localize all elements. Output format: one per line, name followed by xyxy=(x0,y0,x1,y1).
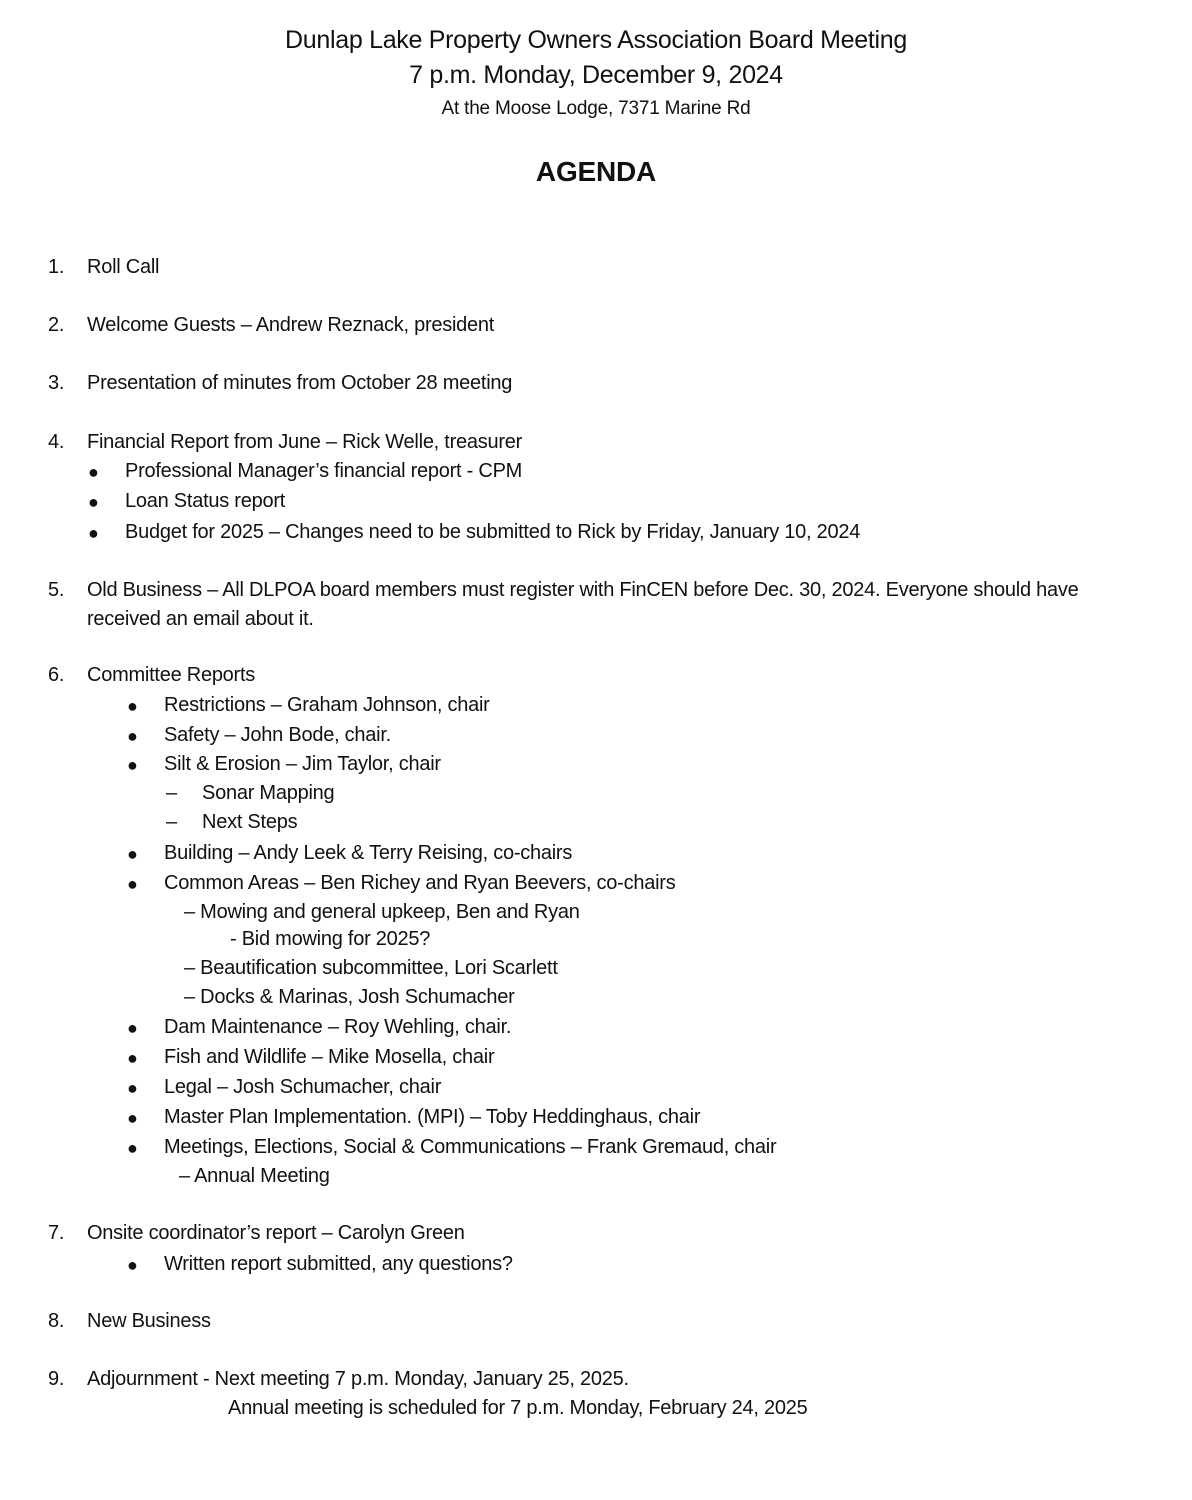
subitem-next-steps: Next Steps xyxy=(202,811,298,833)
bullet-icon: ● xyxy=(127,1108,138,1128)
bullet-icon: ● xyxy=(127,1138,138,1158)
item-text: Welcome Guests – Andrew Reznack, president xyxy=(87,314,495,336)
item-number: 4. xyxy=(48,431,65,453)
bullet-text: Professional Manager’s financial report - CPM xyxy=(125,460,523,482)
item-number: 8. xyxy=(48,1310,65,1332)
bullet-text: Loan Status report xyxy=(125,490,286,512)
item-number: 6. xyxy=(48,664,65,686)
bullet-icon: ● xyxy=(127,1078,138,1098)
bullet-text: Written report submitted, any questions? xyxy=(164,1253,513,1275)
document-title: Dunlap Lake Property Owners Association Board Meeting xyxy=(285,26,907,54)
bullet-icon: ● xyxy=(88,492,99,512)
committee-safety: Safety – John Bode, chair. xyxy=(164,724,391,746)
subitem-beautification: – Beautification subcommittee, Lori Scarlett xyxy=(184,957,558,979)
item-text: Financial Report from June – Rick Welle, treasurer xyxy=(87,431,523,453)
subitem-docks-marinas: – Docks & Marinas, Josh Schumacher xyxy=(184,986,515,1008)
subitem-bid-mowing: - Bid mowing for 2025? xyxy=(230,928,431,950)
committee-restrictions: Restrictions – Graham Johnson, chair xyxy=(164,694,490,716)
bullet-icon: ● xyxy=(127,696,138,716)
item-number: 3. xyxy=(48,372,65,394)
committee-silt-erosion: Silt & Erosion – Jim Taylor, chair xyxy=(164,753,441,775)
bullet-icon: ● xyxy=(127,844,138,864)
item-number: 5. xyxy=(48,579,65,601)
item-text: Onsite coordinator’s report – Carolyn Green xyxy=(87,1222,465,1244)
item-text: Committee Reports xyxy=(87,664,256,686)
bullet-text: Budget for 2025 – Changes need to be submitted to Rick by Friday, January 10, 2024 xyxy=(125,521,861,543)
agenda-heading: AGENDA xyxy=(535,156,657,187)
committee-dam-maintenance: Dam Maintenance – Roy Wehling, chair. xyxy=(164,1016,512,1038)
item-number: 9. xyxy=(48,1368,65,1390)
item-text: Adjournment - Next meeting 7 p.m. Monday, January 25, 2025. xyxy=(87,1368,629,1390)
item-text: Roll Call xyxy=(87,256,160,278)
committee-building: Building – Andy Leek & Terry Reising, co-chairs xyxy=(164,842,573,864)
bullet-icon: ● xyxy=(127,1018,138,1038)
item-number: 1. xyxy=(48,256,65,278)
item-text: New Business xyxy=(87,1310,211,1332)
dash-icon: – xyxy=(166,811,177,833)
bullet-icon: ● xyxy=(127,1255,138,1275)
bullet-icon: ● xyxy=(88,462,99,482)
meeting-location: At the Moose Lodge, 7371 Marine Rd xyxy=(441,98,751,119)
bullet-icon: ● xyxy=(127,1048,138,1068)
bullet-icon: ● xyxy=(127,755,138,775)
bullet-icon: ● xyxy=(127,726,138,746)
bullet-icon: ● xyxy=(127,874,138,894)
subitem-annual-meeting: – Annual Meeting xyxy=(179,1165,330,1187)
subitem-sonar-mapping: Sonar Mapping xyxy=(202,782,335,804)
item-text: Presentation of minutes from October 28 meeting xyxy=(87,372,513,394)
subitem-mowing: – Mowing and general upkeep, Ben and Ryan xyxy=(184,901,580,923)
item-number: 7. xyxy=(48,1222,65,1244)
committee-meetings-elections: Meetings, Elections, Social & Communications – Frank Gremaud, chair xyxy=(164,1136,777,1158)
dash-icon: – xyxy=(166,782,177,804)
committee-common-areas: Common Areas – Ben Richey and Ryan Beevers, co-chairs xyxy=(164,872,676,894)
item-number: 2. xyxy=(48,314,65,336)
bullet-icon: ● xyxy=(88,523,99,543)
meeting-datetime: 7 p.m. Monday, December 9, 2024 xyxy=(409,61,783,89)
item-text-line1: Old Business – All DLPOA board members must register with FinCEN before Dec. 30, 2024. Everyone should have xyxy=(87,579,1079,601)
item-continuation: Annual meeting is scheduled for 7 p.m. Monday, February 24, 2025 xyxy=(228,1397,808,1419)
committee-master-plan: Master Plan Implementation. (MPI) – Toby Heddinghaus, chair xyxy=(164,1106,701,1128)
item-text-line2: received an email about it. xyxy=(87,608,314,630)
committee-fish-wildlife: Fish and Wildlife – Mike Mosella, chair xyxy=(164,1046,495,1068)
committee-legal: Legal – Josh Schumacher, chair xyxy=(164,1076,442,1098)
